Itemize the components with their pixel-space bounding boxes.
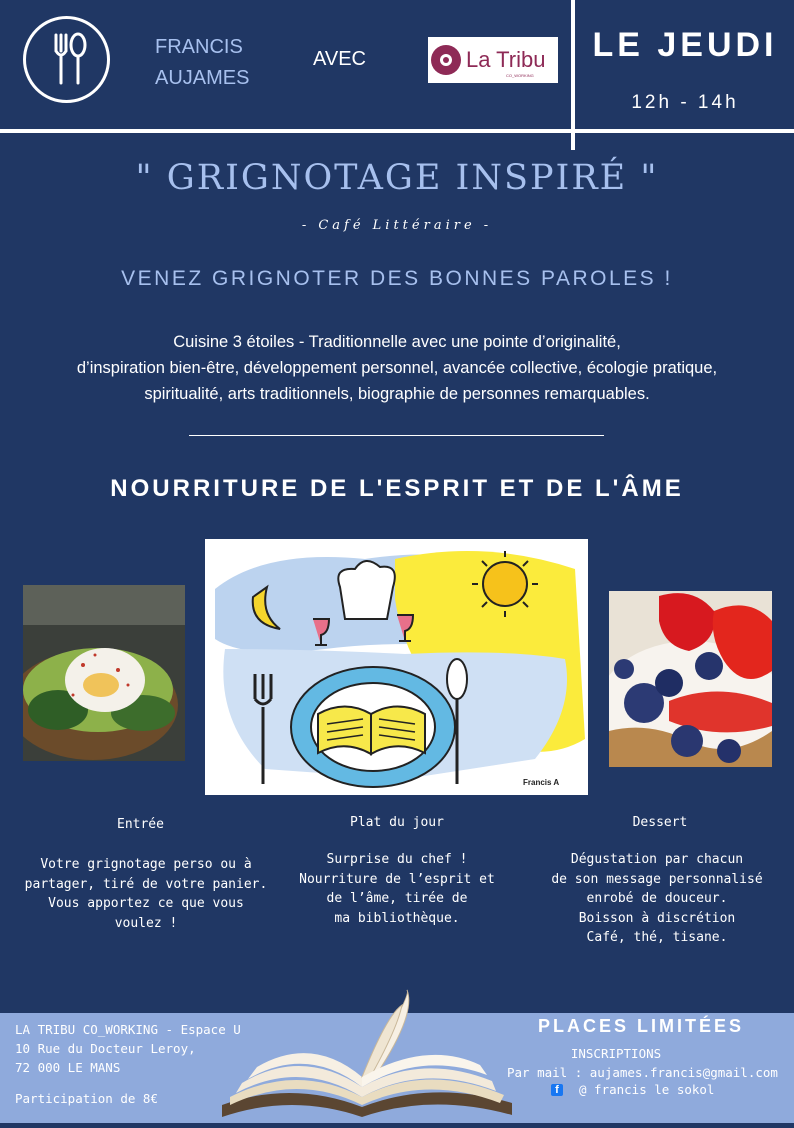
- la-tribu-logo-text: La Tribu: [466, 47, 546, 72]
- course-text-line: Nourriture de l’esprit et: [299, 871, 495, 887]
- venue-address: [15, 1020, 241, 1077]
- course-text-line: de son message personnalisé: [551, 871, 763, 887]
- course-text-line: Café, thé, tisane.: [586, 930, 728, 945]
- course-text-entree: [10, 855, 282, 933]
- section-divider: [189, 435, 604, 436]
- course-text-line: Dégustation par chacun: [570, 852, 744, 867]
- course-text-line: de l’âme, tirée de: [326, 891, 468, 906]
- course-text-plat: [280, 850, 514, 928]
- la-tribu-logo: [428, 37, 558, 83]
- inscriptions-label: INSCRIPTIONS: [570, 1046, 662, 1061]
- course-label-entree: Entrée: [117, 817, 164, 832]
- description-line: d’inspiration bien-être, développement personnel, avancée collective, écologie pratique,: [76, 359, 718, 377]
- course-text-line: enrobé de douceur.: [586, 891, 728, 906]
- header-divider: [0, 129, 794, 133]
- plat-illustration: [205, 539, 588, 795]
- page-title: " GRIGNOTAGE INSPIRÉ ": [135, 158, 659, 198]
- course-text-line: partager, tiré de votre panier.: [24, 876, 268, 892]
- dessert-photo: [609, 591, 772, 767]
- participation-fee: Participation de 8€: [15, 1091, 158, 1106]
- event-time: 12h - 14h: [631, 92, 739, 113]
- course-text-line: ma bibliothèque.: [334, 910, 460, 926]
- section-heading: NOURRITURE DE L'ESPRIT ET DE L'ÂME: [110, 475, 684, 502]
- description: [20, 329, 774, 407]
- entree-photo: [23, 585, 185, 761]
- description-line: spiritualité, arts traditionnels, biographie de personnes remarquables.: [144, 385, 650, 403]
- contact-email[interactable]: Par mail : aujames.francis@gmail.com: [507, 1065, 778, 1080]
- facebook-icon: f: [551, 1084, 563, 1096]
- address-line: 10 Rue du Docteur Leroy,: [15, 1041, 196, 1056]
- address-line: LA TRIBU CO_WORKING - Espace U: [15, 1022, 241, 1037]
- facebook-contact[interactable]: [551, 1082, 714, 1097]
- open-book-icon: [212, 985, 522, 1123]
- course-text-line: Votre grignotage perso ou à: [40, 857, 252, 872]
- facebook-handle[interactable]: @ francis le sokol: [579, 1082, 715, 1097]
- description-line: Cuisine 3 étoiles - Traditionnelle avec une pointe d’originalité,: [173, 333, 621, 351]
- header-vertical-divider: [571, 0, 575, 150]
- page-subtitle: - Café Littéraire -: [301, 218, 493, 233]
- tagline: VENEZ GRIGNOTER DES BONNES PAROLES !: [121, 267, 673, 290]
- course-text-line: Surprise du chef !: [326, 852, 468, 867]
- with-label: AVEC: [313, 48, 366, 70]
- course-text-line: Vous apportez ce que vous: [48, 896, 244, 911]
- author-name: FRANCIS AUJAMES: [155, 36, 250, 89]
- la-tribu-logo-subtext: CO_WORKING: [506, 73, 534, 78]
- fork-knife-spoon-icon: [26, 19, 107, 100]
- course-label-dessert: Dessert: [632, 815, 688, 830]
- address-line: 72 000 LE MANS: [15, 1060, 121, 1075]
- course-text-line: voulez !: [114, 915, 178, 931]
- course-text-line: Boisson à discrétion: [578, 910, 736, 926]
- illustration-signature: Francis A: [523, 778, 560, 787]
- course-text-dessert: [525, 850, 789, 948]
- event-day: LE JEUDI: [592, 26, 778, 64]
- places-limitees: PLACES LIMITÉES: [537, 1016, 744, 1036]
- course-label-plat: Plat du jour: [350, 815, 444, 830]
- restaurant-logo: [23, 16, 110, 103]
